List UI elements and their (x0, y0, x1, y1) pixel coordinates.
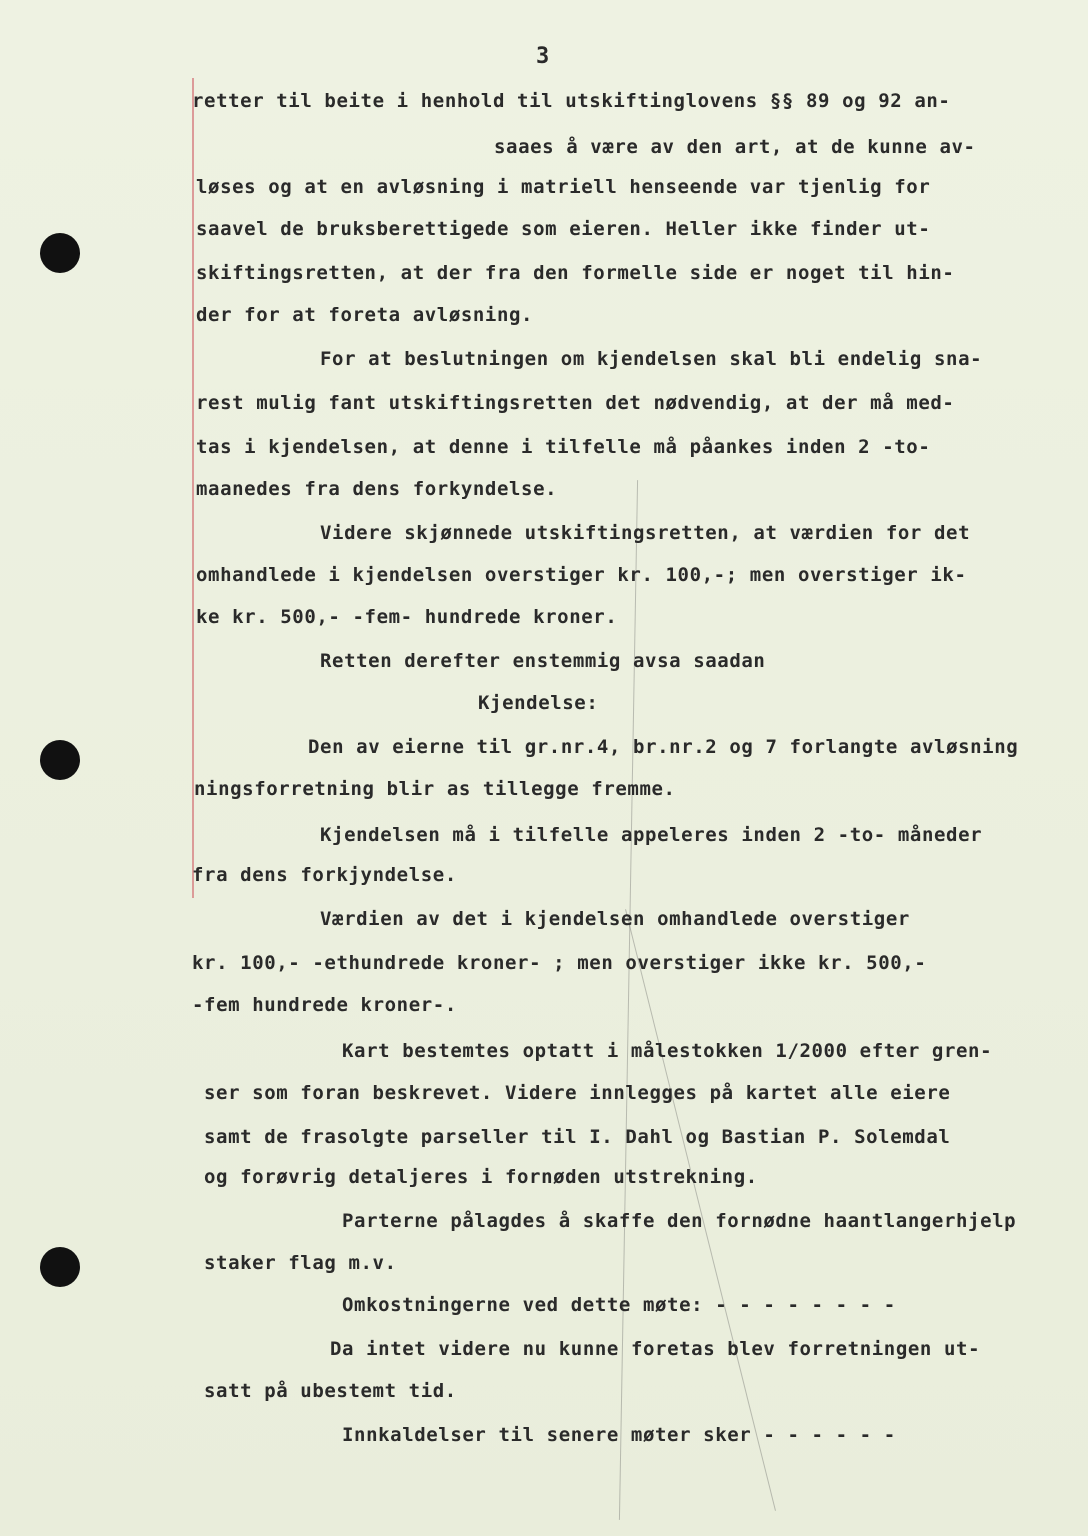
text-line: omhandlede i kjendelsen overstiger kr. 100,-; men overstiger ik- (196, 564, 967, 586)
text-line: Den av eierne til gr.nr.4, br.nr.2 og 7 forlangte avløsning (308, 736, 1019, 758)
text-line: Kjendelsen må i tilfelle appeleres inden 2 -to- måneder (320, 824, 983, 846)
text-line: samt de frasolgte parseller til I. Dahl og Bastian P. Solemdal (204, 1126, 951, 1148)
text-line: ningsforretning blir as tillegge fremme. (194, 778, 676, 800)
text-line: Omkostningerne ved dette møte: - - - - - - - - (342, 1294, 896, 1316)
text-line: For at beslutningen om kjendelsen skal bli endelig sna- (320, 348, 983, 370)
text-line: Kart bestemtes optatt i målestokken 1/2000 efter gren- (342, 1040, 993, 1062)
text-line: Retten derefter enstemmig avsa saadan (320, 650, 766, 672)
text-line: Parterne pålagdes å skaffe den fornødne haantlangerhjelp (342, 1210, 1017, 1232)
punch-hole (40, 1247, 80, 1287)
text-line: satt på ubestemt tid. (204, 1380, 457, 1402)
text-line: ser som foran beskrevet. Videre innlegges på kartet alle eiere (204, 1082, 951, 1104)
text-line: der for at foreta avløsning. (196, 304, 534, 326)
punch-hole (40, 233, 80, 273)
text-line: ke kr. 500,- -fem- hundrede kroner. (196, 606, 618, 628)
text-line: og forøvrig detaljeres i fornøden utstrekning. (204, 1166, 758, 1188)
text-line: tas i kjendelsen, at denne i tilfelle må påankes inden 2 -to- (196, 436, 931, 458)
text-line: løses og at en avløsning i matriell henseende var tjenlig for (196, 176, 931, 198)
fold-mark (619, 480, 638, 1520)
text-line: skiftingsretten, at der fra den formelle side er noget til hin- (196, 262, 955, 284)
page-number: 3 (536, 44, 550, 69)
text-line: saaes å være av den art, at de kunne av- (494, 136, 976, 158)
margin-line (192, 78, 194, 898)
text-heading: Kjendelse: (478, 692, 599, 714)
text-line: Da intet videre nu kunne foretas blev forretningen ut- (330, 1338, 981, 1360)
text-line: staker flag m.v. (204, 1252, 397, 1274)
punch-hole (40, 740, 80, 780)
text-line: -fem hundrede kroner-. (192, 994, 457, 1016)
text-line: maanedes fra dens forkyndelse. (196, 478, 558, 500)
text-line: Værdien av det i kjendelsen omhandlede overstiger (320, 908, 910, 930)
text-line: fra dens forkjyndelse. (192, 864, 457, 886)
text-line: rest mulig fant utskiftingsretten det nødvendig, at der må med- (196, 392, 955, 414)
text-line: Innkaldelser til senere møter sker - - - - - - (342, 1424, 896, 1446)
text-line: saavel de bruksberettigede som eieren. Heller ikke finder ut- (196, 218, 931, 240)
text-line: Videre skjønnede utskiftingsretten, at værdien for det (320, 522, 971, 544)
text-line: retter til beite i henhold til utskiftinglovens §§ 89 og 92 an- (192, 90, 951, 112)
text-line: kr. 100,- -ethundrede kroner- ; men overstiger ikke kr. 500,- (192, 952, 927, 974)
